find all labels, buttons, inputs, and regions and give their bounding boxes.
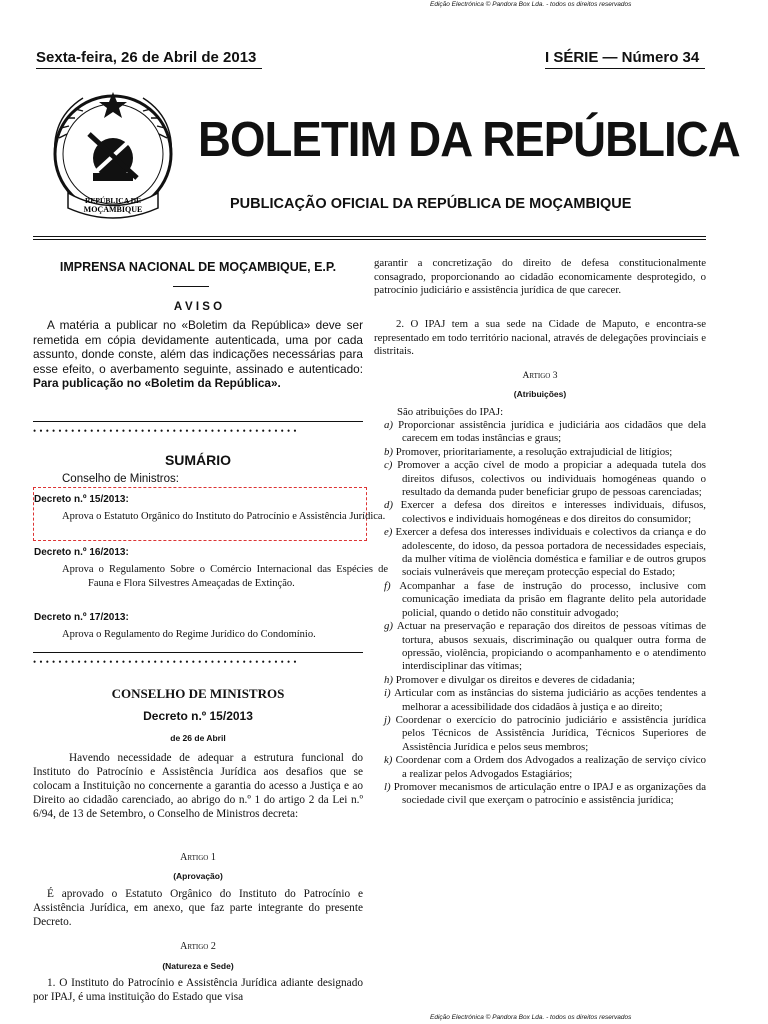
copyright-note-bottom: Edição Electrónica © Pandora Box Lda. - todos os direitos reservados <box>430 1014 632 1021</box>
atribuicao-text: Articular com as instâncias do sistema judiciário as acções tendentes a melhorar a acessibilidade dos cidadãos à justiça e ao direito; <box>394 687 706 713</box>
conselho-ministros-heading: CONSELHO DE MINISTROS <box>111 686 285 701</box>
atribuicao-text: Actuar na preservação e reparação dos direitos de pessoas vítimas de tortura, abusos sexuais, discriminação ou qualquer outra forma de opressão, violência, propiciando o acompanhamento e o atendimento interdisciplinar das vítimas; <box>396 620 706 673</box>
imprensa-heading: IMPRENSA NACIONAL DE MOÇAMBIQUE, E.P. <box>59 260 337 274</box>
atribuicao-letter: g) <box>384 620 397 633</box>
atribuicao-item <box>374 459 706 499</box>
atribuicao-item <box>374 499 706 526</box>
publication-subtitle: PUBLICAÇÃO OFICIAL DA REPÚBLICA DE MOÇAMBIQUE <box>230 196 632 212</box>
artigo-1-title: Artigo 1 <box>180 852 216 863</box>
sumario-decreto-15-num: Decreto n.º 15/2013: <box>34 494 129 505</box>
artigo-1-text: É aprovado o Estatuto Orgânico do Instituto do Patrocínio e Assistência Jurídica, em anexo, que faz parte integrante do presente Decreto. <box>33 888 363 928</box>
atribuicao-text: Coordenar o exercício do patrocínio judiciário e assistência jurídica pelos Técnicos de Assistência Jurídica, Técnicos Superiores de Assistência Jurídica e pelos seus membros; <box>395 713 706 753</box>
copyright-note-top: Edição Electrónica © Pandora Box Lda. - todos os direitos reservados <box>430 1 632 8</box>
atribuicao-text: Promover mecanismos de articulação entre o IPAJ e as organizações da sociedade civil que exerçam o patrocínio e assistência jurídica; <box>393 780 706 807</box>
atribuicao-text: Coordenar com a Ordem dos Advogados a realização de serviço cívico a realizar pelos Advogados Estagiários; <box>395 754 706 780</box>
atribuicao-item <box>374 714 706 754</box>
atribuicao-letter: a) <box>384 419 399 431</box>
atribuicao-letter: d) <box>384 499 401 512</box>
artigo-3-subtitle: (Atribuições) <box>513 389 567 399</box>
atribuicao-text: Promover e divulgar os direitos e deveres de cidadania; <box>395 673 635 686</box>
sumario-decreto-16-num: Decreto n.º 16/2013: <box>34 547 129 558</box>
atribuicao-letter: c) <box>384 459 398 472</box>
atribuicao-item <box>374 674 706 687</box>
artigo-2-continuation: garantir a concretização do direito de defesa constitucionalmente consagrado, proporcionando ao cidadão economicamente desprotegido, o patrocínio judiciário e assistência jurídica de que carecer. <box>374 257 706 297</box>
artigo-3-title: Artigo 3 <box>522 371 558 381</box>
atribuicoes-list <box>374 419 706 808</box>
sumario-decreto-15-text: Aprova o Estatuto Orgânico do Instituto do Patrocínio e Assistência Jurídica. <box>62 511 386 522</box>
sumario-decreto-17-text: Aprova o Regulamento do Regime Jurídico do Condomínio. <box>62 629 316 640</box>
aviso-text <box>33 318 363 391</box>
atribuicao-letter: k) <box>384 754 396 767</box>
atribuicao-letter: f) <box>384 579 400 592</box>
atribuicao-item <box>374 580 706 620</box>
dot-separator-2: •••••••••••••••••••••••••••••••••••••••••• <box>33 658 300 666</box>
atribuicao-text: Exercer a defesa dos interesses individuais e colectivos da criança e do adolescente, do idoso, da pessoa portadora de necessidades especiais, da mulher vítima de violência doméstica e familiar e de outros grupos sociais vulneráveis que mereçam protecção especial do Estado; <box>395 526 706 579</box>
header-rule-1 <box>33 236 706 237</box>
decreto-date: de 26 de Abril <box>170 733 226 743</box>
atribuicao-text: Exercer a defesa dos direitos e interesses individuais, difusos, colectivos e individuais homogéneas e dos direitos do consumidor; <box>400 499 706 525</box>
artigo-3-intro: São atribuições do IPAJ: <box>397 406 504 418</box>
aviso-bold: Para publicação no «Boletim da República». <box>33 376 281 390</box>
atribuicao-text: Acompanhar a fase de instrução do processo, inclusive com comunicação imediata da prisão em flagrante delito pela autoridade policial, quando o detido não constituir advogado; <box>399 579 706 619</box>
atribuicao-letter: b) <box>384 445 396 458</box>
rule-above-dots-2 <box>33 652 363 653</box>
header-rule-2 <box>33 239 706 240</box>
atribuicao-item <box>374 446 706 459</box>
short-rule <box>173 286 209 287</box>
atribuicao-text: Promover a acção cível de modo a propiciar a adequada tutela dos direitos difusos, colectivos ou individuais homogéneas quando o resultado da demanda puder beneficiar grupo de pessoas carenciadas; <box>397 459 706 499</box>
mozambique-emblem-icon <box>33 78 193 238</box>
atribuicao-item <box>374 526 706 580</box>
emblem-text-1: REPÚBLICA DE <box>84 196 142 205</box>
atribuicao-item <box>374 754 706 781</box>
sumario-decreto-16-text: Aprova o Regulamento Sobre o Comércio Internacional das Espécies de Fauna e Flora Silvestres Ameaçadas de Extinção. <box>62 564 388 589</box>
aviso-title: A V I S O <box>173 301 223 313</box>
series-underline <box>545 68 705 69</box>
artigo-2-paragraph-2: 2. O IPAJ tem a sua sede na Cidade de Maputo, e encontra-se representado em todo território nacional, através de delegações provinciais e distritais. <box>374 318 706 358</box>
issue-series-number: I SÉRIE — Número 34 <box>545 49 700 66</box>
decreto-title: Decreto n.º 15/2013 <box>143 709 253 723</box>
atribuicao-letter: j) <box>384 713 396 726</box>
artigo-2-title: Artigo 2 <box>180 941 216 952</box>
aviso-body: A matéria a publicar no «Boletim da República» deve ser remetida em cópia devidamente autenticada, uma por cada assunto, donde conste, além das indicações necessárias para esse efeito, o averbamento seguinte, assinado e autenticado: <box>33 318 363 376</box>
atribuicao-item <box>374 781 706 808</box>
atribuicao-item <box>374 620 706 674</box>
dot-separator-1: •••••••••••••••••••••••••••••••••••••••••• <box>33 427 300 435</box>
publication-title: BOLETIM DA REPÚBLICA <box>198 113 740 167</box>
artigo-2-text: 1. O Instituto do Patrocínio e Assistência Jurídica adiante designado por IPAJ, é uma instituição do Estado que visa <box>33 977 363 1003</box>
atribuicao-letter: i) <box>384 687 395 700</box>
atribuicao-item <box>374 687 706 714</box>
sumario-conselho: Conselho de Ministros: <box>62 473 179 485</box>
date-underline <box>36 68 262 69</box>
emblem-text-2: MOÇAMBIQUE <box>83 205 143 214</box>
atribuicao-item <box>374 419 706 446</box>
atribuicao-letter: l) <box>384 780 394 793</box>
artigo-1-subtitle: (Aprovação) <box>173 871 223 881</box>
sumario-title: SUMÁRIO <box>164 452 232 468</box>
rule-above-dots <box>33 421 363 422</box>
issue-date: Sexta-feira, 26 de Abril de 2013 <box>36 49 257 66</box>
artigo-2-subtitle: (Natureza e Sede) <box>162 961 234 971</box>
atribuicao-letter: h) <box>384 673 396 686</box>
sumario-decreto-17-num: Decreto n.º 17/2013: <box>34 612 129 623</box>
atribuicao-text: Promover, prioritariamente, a resolução extrajudicial de litígios; <box>395 445 673 458</box>
atribuicao-letter: e) <box>384 526 396 539</box>
decreto-preamble: Havendo necessidade de adequar a estrutura funcional do Instituto do Patrocínio e Assistência Jurídica aos desafios que se colocam a Instituição no concernente a garantia do acesso a Justiça e ao Direito ao cidadão carenciado, ao abrigo do n.º 1 do artigo 2 da Lei n.º 6/94, de 13 de Setembro, o Conselho de Ministros decreta: <box>33 752 363 820</box>
atribuicao-text: Proporcionar assistência jurídica e judiciária aos cidadãos que dela carecem em todas instâncias e graus; <box>398 419 707 445</box>
